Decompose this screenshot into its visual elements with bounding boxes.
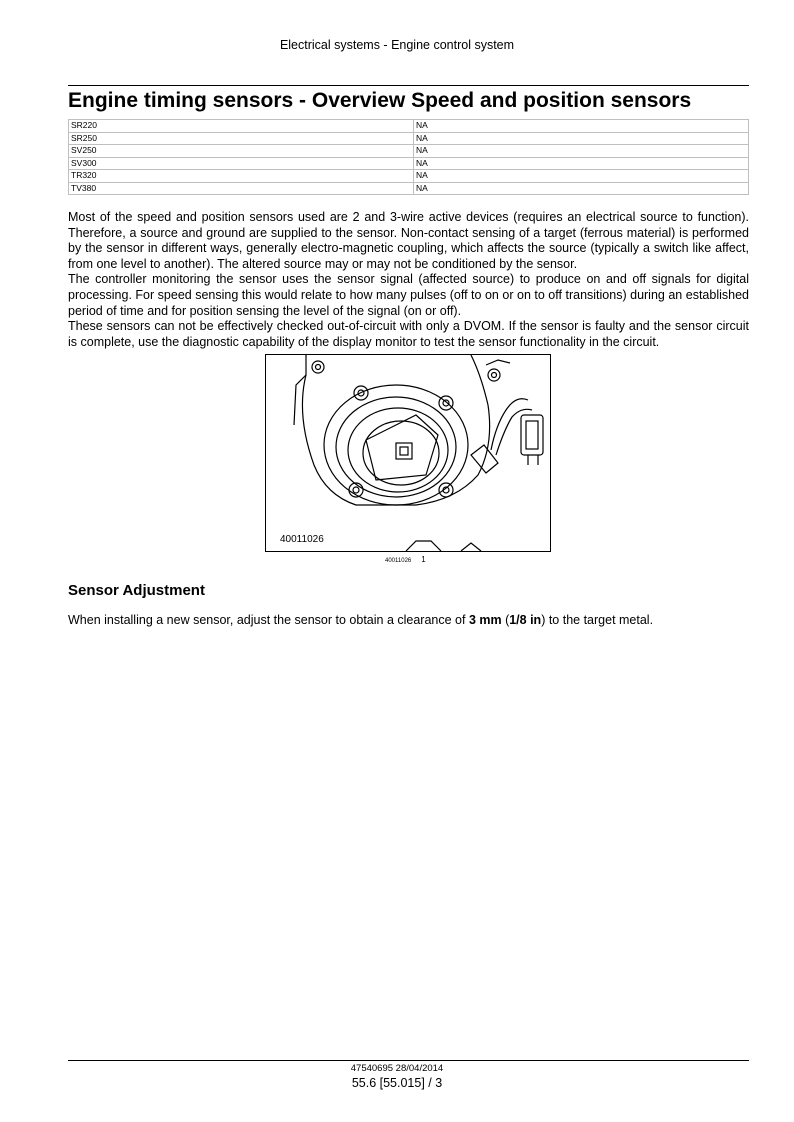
title-rule <box>68 85 749 86</box>
availability-cell: NA <box>414 170 749 183</box>
model-cell: SR220 <box>69 120 414 133</box>
body-text <box>68 210 749 350</box>
sensor-figure <box>265 354 551 552</box>
availability-cell: NA <box>414 145 749 158</box>
sensor-adjustment-heading: Sensor Adjustment <box>68 582 205 599</box>
paragraph-1: Most of the speed and position sensors used are 2 and 3-wire active devices (requires an electrical source to function). Therefore, a source and ground are supplied to the sensor. Non-contact sensing of a target (ferrous material) is performed by the sensor in different ways, generally electro-magnetic coupling, which affects the source (typically a switch like affect, from one level to another). The altered source may or may not be conditioned by the sensor. <box>68 210 749 271</box>
figure-caption-id: 40011026 <box>385 558 412 564</box>
clearance-mm: 3 mm <box>468 613 502 627</box>
availability-cell: NA <box>414 182 749 195</box>
figure-caption <box>385 555 426 564</box>
model-cell: SV300 <box>69 157 414 170</box>
adjust-text-after: ) to the target metal. <box>541 613 654 627</box>
sensor-adjustment-text <box>68 613 749 627</box>
footer-document-id: 47540695 28/04/2014 <box>350 1063 444 1074</box>
page-title: Engine timing sensors - Overview Speed and position sensors <box>68 89 692 112</box>
table-row <box>69 170 749 183</box>
table-row <box>69 120 749 133</box>
model-cell: SR250 <box>69 132 414 145</box>
clearance-in: 1/8 in <box>509 613 542 627</box>
adjust-paren-open: ( <box>501 613 510 627</box>
table-row <box>69 145 749 158</box>
table-row <box>69 157 749 170</box>
table-row <box>69 132 749 145</box>
availability-cell: NA <box>414 120 749 133</box>
figure-caption-number: 1 <box>421 555 426 564</box>
table-row <box>69 182 749 195</box>
model-cell: TR320 <box>69 170 414 183</box>
model-cell: TV380 <box>69 182 414 195</box>
availability-cell: NA <box>414 157 749 170</box>
footer-rule <box>68 1060 749 1061</box>
engine-sensor-illustration <box>266 355 550 551</box>
model-table <box>68 119 749 195</box>
figure-label: 40011026 <box>280 534 324 545</box>
adjust-text-before: When installing a new sensor, adjust the sensor to obtain a clearance of <box>68 613 469 627</box>
paragraph-3: These sensors can not be effectively checked out-of-circuit with only a DVOM. If the sensor is faulty and the sensor circuit is complete, use the diagnostic capability of the display monitor to test the sensor functionality in the circuit. <box>68 319 749 349</box>
availability-cell: NA <box>414 132 749 145</box>
model-cell: SV250 <box>69 145 414 158</box>
paragraph-2: The controller monitoring the sensor uses the sensor signal (affected source) to produce on and off signals for digital processing. For speed sensing this would relate to how many pulses (off to on or on to off transitions) during an established period of time and for position sensing the level of the signal (on or off). <box>68 272 749 318</box>
footer-page-number: 55.6 [55.015] / 3 <box>351 1076 443 1090</box>
running-header: Electrical systems - Engine control system <box>279 38 515 52</box>
